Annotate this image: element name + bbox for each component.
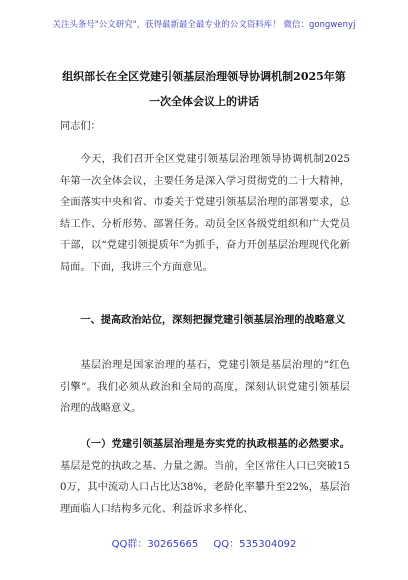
- document-title: 组织部长在全区党建引领基层治理领导协调机制2025年第一次全体会议上的讲话: [62, 70, 346, 108]
- section-heading-1: 一、提高政治站位，深刻把握党建引领基层治理的战略意义: [80, 314, 346, 326]
- greeting: 同志们：: [60, 121, 101, 132]
- qq-contact-label: QQ：535304092: [213, 539, 297, 550]
- paragraph-intro: 今天，我们召开全区党建引领基层治理领导协调机制2025年第一次全体会议，主要任务是深入学习贯彻党的二十大精神，全面落实中央和省、市委关于党建引领基层治理的部署要求，总结工作、分析形势、部署任务。动员全区各级党组织和广大党员干部，以“党建引领提质年”为抓手，奋力开创基层治理现代化新局面。下面，我讲三个方面意见。: [60, 154, 350, 273]
- paragraph-section-1: 基层治理是国家治理的基石，党建引领是基层治理的“红色引擎”。我们必须从政治和全局的高度，深刻认识党建引领基层治理的战略意义。: [60, 360, 350, 414]
- paragraph-subsection-1: [60, 434, 350, 520]
- header-banner: 关注头条号"公文研究"，获得最新最全最专业的公文资料库！ 微信：gongwenyj: [52, 19, 356, 29]
- subsection-body: 基层是党的执政之基、力量之源。当前，全区常住人口已突破150万，其中流动人口占比达38%，老龄化率攀升至22%，基层治理面临人口结构多元化、利益诉求多样化、: [60, 460, 350, 515]
- qq-group-label: QQ群：30265665: [111, 539, 199, 550]
- subsection-heading: （一）党建引领基层治理是夯实党的执政根基的必然要求。: [80, 438, 350, 450]
- footer-contact: [0, 535, 408, 550]
